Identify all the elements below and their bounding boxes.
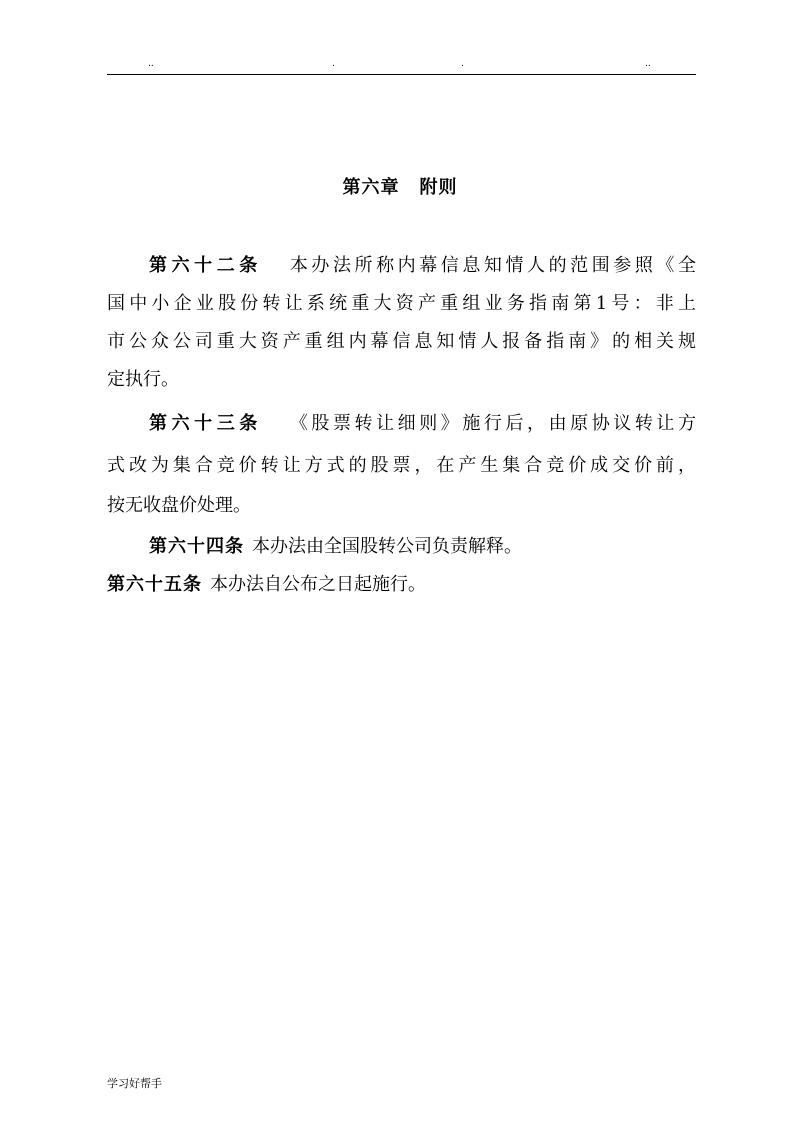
- chapter-name: 附则: [419, 177, 458, 198]
- page-footer: 学习好帮手: [107, 1077, 162, 1090]
- article-text: 本办法由全国股转公司负责解释。: [252, 536, 522, 557]
- article-62-line-3: 市公众公司重大资产重组内幕信息知情人报备指南》的相关规: [107, 331, 696, 352]
- article-62-line-4: 定执行。: [107, 369, 179, 390]
- chapter-number: 第六章: [342, 177, 400, 198]
- article-63-line-1: [149, 412, 696, 436]
- header-mark: .: [332, 59, 335, 69]
- chapter-title: [0, 173, 800, 199]
- article-63-line-2: 式改为集合竞价转让方式的股票，在产生集合竞价成交价前，: [107, 455, 696, 476]
- header-mark: .: [461, 59, 464, 69]
- article-65-label: 第六十五条: [107, 574, 202, 595]
- article-63-label: 第六十三条: [149, 413, 262, 434]
- article-62-line-2: 国中小企业股份转让系统重大资产重组业务指南第1号：非上: [107, 293, 696, 314]
- article-62-label: 第六十二条: [149, 255, 262, 276]
- page-header: [107, 58, 696, 75]
- header-mark: ..: [645, 59, 651, 69]
- article-text: 本办法所称内幕信息知情人的范围参照《全: [289, 255, 696, 276]
- article-64-line-1: [149, 535, 696, 559]
- header-mark: ..: [148, 59, 154, 69]
- article-63-line-3: 按无收盘价处理。: [107, 495, 251, 516]
- article-64-label: 第六十四条: [149, 536, 244, 557]
- article-62-line-1: [149, 254, 696, 278]
- article-text: 《股票转让细则》施行后，由原协议转让方: [289, 413, 696, 434]
- article-text: 本办法自公布之日起施行。: [210, 574, 426, 595]
- article-65-line-1: [107, 573, 696, 597]
